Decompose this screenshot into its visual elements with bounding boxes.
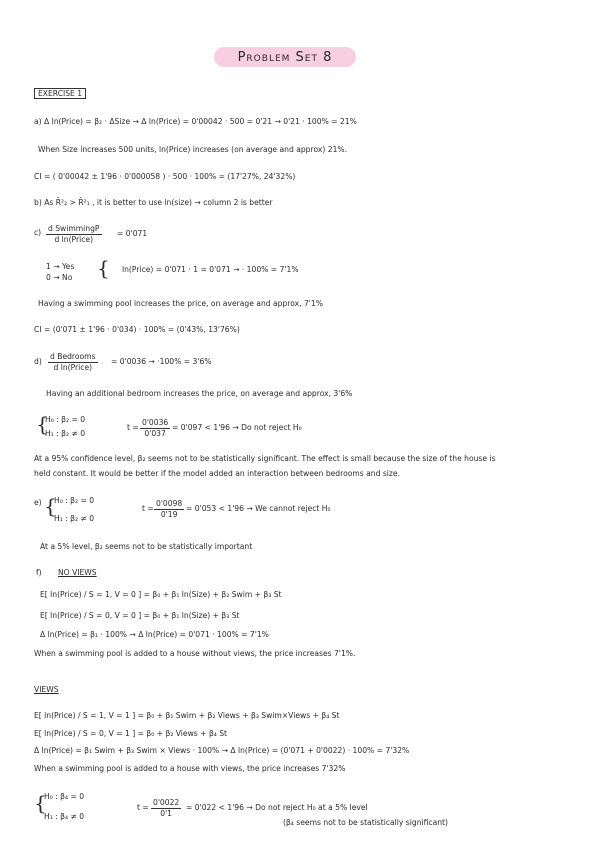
a-line1: a) Δ ln(Price) = β₂ · ΔSize → Δ ln(Price) = 0'00042 · 500 = 0'21 → 0'21 · 100% = 21% [34,117,357,126]
e-h0: H₀ : β₂ = 0 [54,496,95,505]
title-highlight [214,47,356,67]
e-label: e) [34,498,42,507]
d-brace: { [36,412,49,436]
d-h0: H₀ : β₂ = 0 [45,415,86,424]
exercise-label: EXERCISE 1 [34,88,86,99]
views-brace: { [34,791,47,815]
b-line1: b) As R̄²₂ > R̄²₁ , it is better to use ln(size) → column 2 is better [34,198,273,207]
c-yes: 1 → Yes [46,262,75,271]
d-h1: H₁ : β₂ ≠ 0 [45,429,86,438]
c-line3: CI = (0'071 ± 1'96 · 0'034) · 100% = (0'43%, 13'76%) [34,325,240,334]
e-line2: At a 5% level, β₂ seems not to be statistically important [40,542,253,551]
d-para2: held constant. It would be better if the model added an interaction between bedrooms and size. [34,469,400,478]
c-label: c) [34,228,42,237]
views-eq3: Δ ln(Price) = β₁ Swim + β₃ Swim × Views · 100% → Δ ln(Price) = (0'071 + 0'0022) · 100% = 7'32% [34,746,410,755]
f-eq1: E[ ln(Price) / S = 1, V = 0 ] = β₀ + β₁ ln(Size) + β₂ Swim + β₃ St [40,590,282,599]
e-h1: H₁ : β₂ ≠ 0 [54,514,95,523]
e-t-label: t = [142,504,154,513]
d-t-den: 0'037 [144,429,166,438]
views-heading: VIEWS [34,685,59,694]
d-label: d) [34,357,42,366]
views-t-den: 0'1 [160,809,172,818]
views-t-num: 0'0022 [153,798,180,807]
exercise-heading [34,89,86,99]
d-frac-den: d ln(Price) [53,363,93,372]
page-title: Problem Set 8 [237,49,333,65]
a-line3: CI = ( 0'00042 ± 1'96 · 0'000058 ) · 500 · 100% = (17'27%, 24'32%) [34,172,296,181]
d-para1: At a 95% confidence level, β₂ seems not to be statistically significant. The effect is small because the size of the house is [34,454,496,463]
f-heading: NO VIEWS [58,568,97,577]
d-frac-val: = 0'0036 → ·100% = 3'6% [111,357,212,366]
views-eq1: E[ ln(Price) / S = 1, V = 1 ] = β₀ + β₁ Swim + β₂ Views + β₃ Swim×Views + β₄ St [34,711,340,720]
d-frac-num: d Bedrooms [50,352,96,361]
d-fraction [48,352,98,373]
a-line2: When Size increases 500 units, ln(Price) increases (on average and approx) 21%. [38,145,348,154]
views-line4: When a swimming pool is added to a house with views, the price increases 7'32% [34,764,346,773]
views-h0: H₀ : β₄ = 0 [44,792,85,801]
c-brace: { [97,256,110,280]
e-t-fraction [154,499,184,520]
f-label: f) [36,568,42,577]
views-t-fraction [151,798,181,819]
f-line4: When a swimming pool is added to a house without views, the price increases 7'1%. [34,649,356,658]
views-eq2: E[ ln(Price) / S = 0, V = 1 ] = β₀ + β₂ Views + β₄ St [34,729,228,738]
d-t-fraction [140,418,170,439]
e-t-num: 0'0098 [156,499,183,508]
c-fraction [46,224,102,245]
c-frac-val: = 0'071 [117,229,148,238]
c-no: 0 → No [46,273,73,282]
d-t-label: t = [127,423,139,432]
f-eq2: E[ ln(Price) / S = 0, V = 0 ] = β₀ + β₁ ln(Size) + β₃ St [40,611,240,620]
e-t-rest: = 0'053 < 1'96 → We cannot reject H₀ [186,504,331,513]
c-line2: Having a swimming pool increases the price, on average and approx, 7'1% [38,299,323,308]
c-calc: ln(Price) = 0'071 · 1 = 0'071 → · 100% = 7'1% [122,265,299,274]
d-t-num: 0'0036 [142,418,169,427]
views-t-label: t = [137,803,149,812]
c-frac-den: d ln(Price) [54,235,94,244]
c-frac-num: d SwimmingP [48,224,100,233]
d-line2: Having an additional bedroom increases the price, on average and approx, 3'6% [46,389,353,398]
e-t-den: 0'19 [160,510,178,519]
views-t-rest: = 0'022 < 1'96 → Do not reject H₀ at a 5% level [186,803,368,812]
views-h1: H₁ : β₄ ≠ 0 [44,812,85,821]
d-t-rest: = 0'097 < 1'96 → Do not reject H₀ [172,423,302,432]
views-note: (β₄ seems not to be statistically significant) [283,818,448,827]
e-brace: { [44,494,57,518]
f-eq3: Δ ln(Price) = β₁ · 100% → Δ ln(Price) = 0'071 · 100% = 7'1% [40,630,269,639]
